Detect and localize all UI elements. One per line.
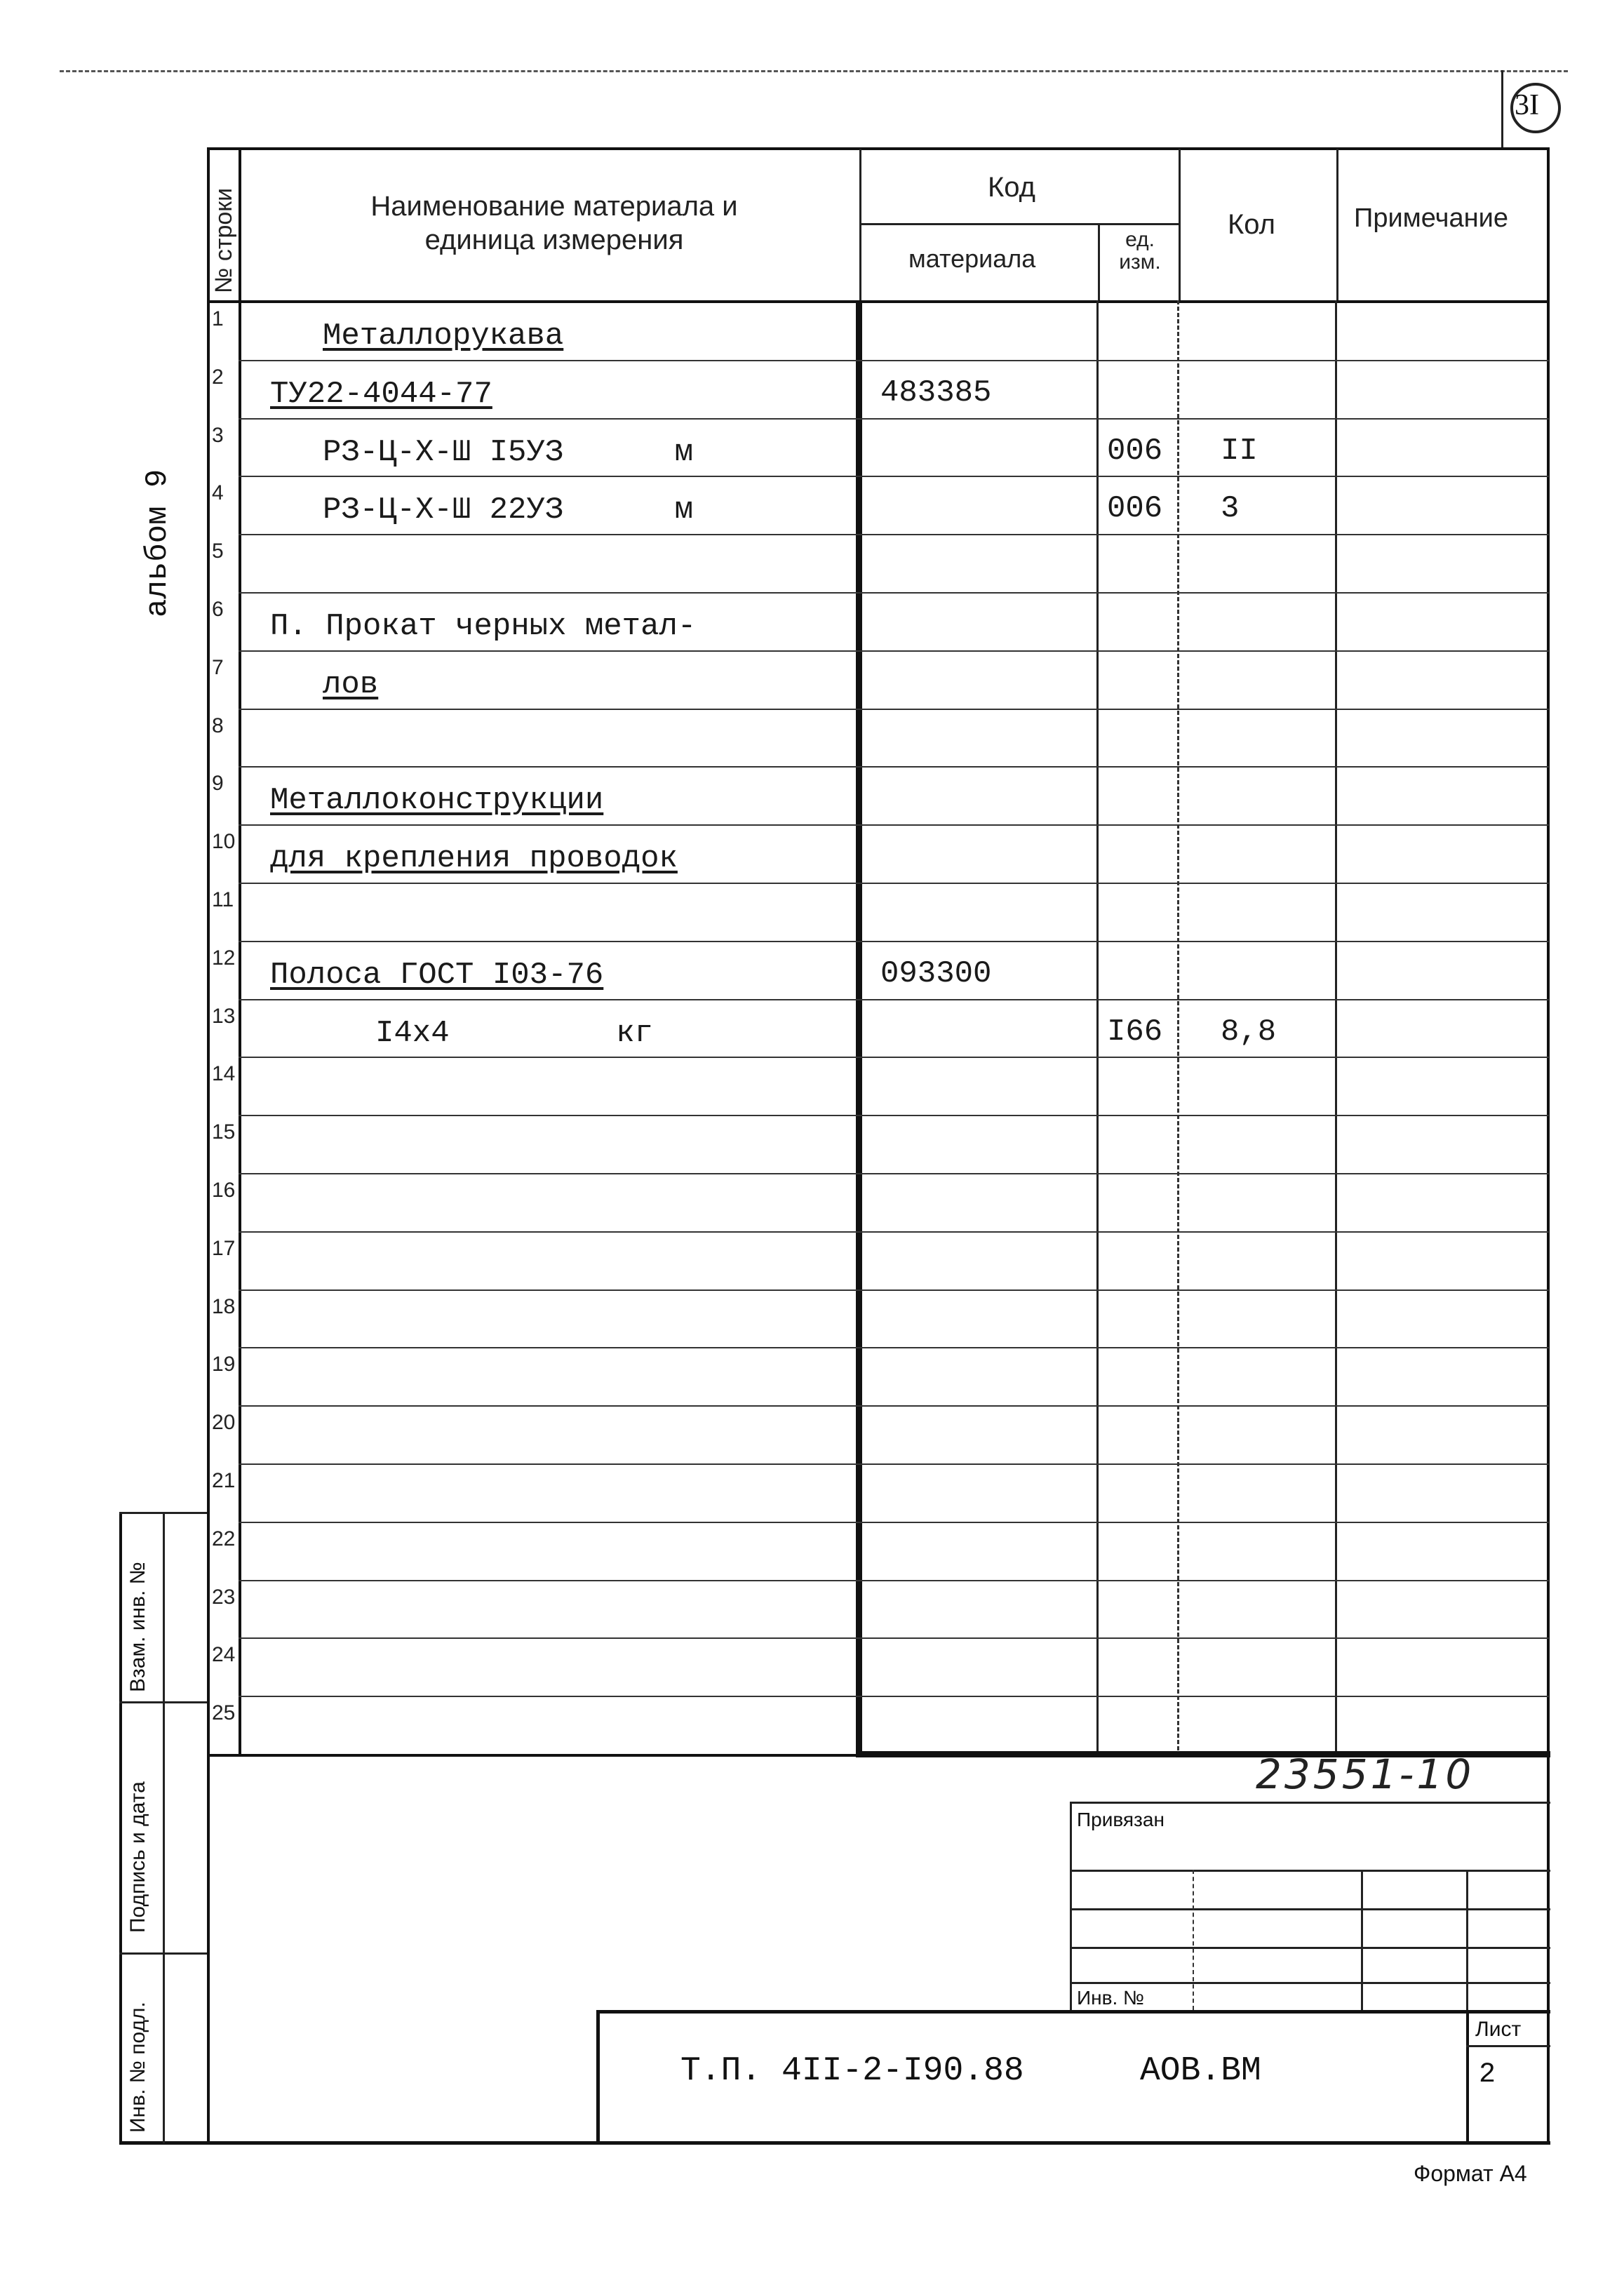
tb-line-3 [1070, 1947, 1550, 1949]
handwritten-number: 23551-10 [1256, 1750, 1475, 1798]
row-number: 4 [212, 481, 224, 505]
row-quantity: 8,8 [1221, 1014, 1277, 1050]
table-row [0, 476, 1543, 534]
row-number: 17 [212, 1236, 236, 1260]
header-material: материала [908, 244, 1036, 273]
table-row [0, 418, 1543, 476]
row-name: РЗ-Ц-Х-Ш I5УЗ м [323, 434, 694, 470]
privyazan-label: Привязан [1077, 1809, 1165, 1830]
body-bottom-left [207, 1754, 859, 1757]
format-label: Формат А4 [1414, 2161, 1527, 2186]
designation-left [596, 2010, 600, 2143]
header-name: Наименование материала и единица измерения [370, 191, 738, 255]
row-unit-code: 006 [1107, 491, 1163, 527]
table-row [0, 534, 1543, 592]
header-code: Код [988, 172, 1036, 203]
table-row [0, 1580, 1543, 1638]
table-row [0, 1463, 1543, 1522]
row-number: 10 [212, 830, 236, 854]
row-number: 21 [212, 1469, 236, 1492]
table-row [0, 1522, 1543, 1580]
top-edge-line [60, 70, 1568, 72]
table-row [0, 941, 1543, 999]
table-row [0, 766, 1543, 824]
row-quantity: II [1221, 433, 1258, 469]
row-number: 18 [212, 1294, 236, 1318]
stamp-podpis: Подпись и дата [126, 1781, 149, 1933]
row-name: Металлорукава [323, 319, 564, 354]
row-unit-code: 006 [1107, 433, 1163, 469]
header-note: Примечание [1354, 203, 1508, 233]
table-row [0, 1289, 1543, 1348]
frame-bottom [119, 2141, 1550, 2145]
row-number: 7 [212, 655, 224, 679]
row-name: для крепления проводок [270, 841, 678, 877]
header-divider-note [1336, 149, 1338, 303]
row-number: 6 [212, 598, 224, 621]
row-number: 19 [212, 1353, 236, 1376]
row-name: Металлоконструкции [270, 783, 604, 819]
row-name: Полоса ГОСТ I03-76 [270, 957, 604, 993]
frame-right [1547, 149, 1550, 2143]
row-number: 20 [212, 1411, 236, 1435]
row-number: 3 [212, 423, 224, 447]
stamp-inner [163, 1512, 165, 2143]
tb-left [1070, 1802, 1072, 2012]
row-material-code: 093300 [880, 956, 992, 991]
header-divider-unit [1098, 223, 1100, 303]
table-row [0, 824, 1543, 883]
row-name: П. Прокат черных метал- [270, 609, 697, 644]
header-unit-code: ед. изм. [1119, 228, 1161, 274]
stamp-vzam: Взам. инв. № [126, 1562, 149, 1692]
row-number: 14 [212, 1062, 236, 1086]
row-number: 22 [212, 1527, 236, 1550]
row-number: 12 [212, 946, 236, 970]
table-row [0, 650, 1543, 709]
sheet-label: Лист [1475, 2018, 1522, 2041]
row-name: лов [323, 666, 379, 702]
sheet-divider [1466, 2010, 1469, 2143]
table-row [0, 1231, 1543, 1289]
row-number: 16 [212, 1179, 236, 1202]
row-unit-code: I66 [1107, 1014, 1163, 1050]
stamp-inv-podl: Инв. № подл. [126, 2002, 149, 2133]
table-row [0, 1057, 1543, 1115]
row-number: 9 [212, 772, 224, 796]
row-material-code: 483385 [880, 375, 992, 410]
tb-line-1 [1070, 1870, 1550, 1872]
row-number: 23 [212, 1585, 236, 1609]
table-row [0, 1115, 1543, 1173]
row-number: 1 [212, 307, 224, 330]
table-row [0, 1405, 1543, 1463]
table-row [0, 1637, 1543, 1696]
album-label: альбом 9 [140, 469, 175, 617]
tb-top [1070, 1802, 1550, 1804]
table-row [0, 360, 1543, 418]
row-number: 25 [212, 1701, 236, 1725]
tb-line-4 [1070, 1982, 1550, 1984]
stamp-outer-left [119, 1512, 122, 2143]
row-number: 24 [212, 1643, 236, 1667]
table-row [0, 1696, 1543, 1754]
doc-code: АОВ.ВМ [1140, 2052, 1261, 2090]
row-number: 2 [212, 365, 224, 389]
row-number: 11 [212, 888, 234, 911]
sheet-split [1466, 2045, 1550, 2047]
tb-col-2 [1361, 1870, 1363, 2010]
header-code-split [859, 223, 1179, 225]
table-row [0, 999, 1543, 1057]
designation: Т.П. 4II-2-I90.88 [680, 2052, 1024, 2090]
header-divider-qty [1179, 149, 1181, 303]
inv-no-label: Инв. № [1077, 1987, 1145, 2009]
row-quantity: 3 [1221, 491, 1240, 527]
stamp-top [119, 1512, 207, 1514]
header-qty: Кол [1228, 209, 1276, 240]
row-number: 5 [212, 540, 224, 563]
row-name: РЗ-Ц-Х-Ш 22УЗ м [323, 493, 694, 528]
table-row [0, 1347, 1543, 1405]
table-row [0, 883, 1543, 941]
frame-top [207, 147, 1550, 150]
row-number: 13 [212, 1004, 236, 1028]
stamp-split-2 [119, 1952, 207, 1955]
row-name: ТУ22-4044-77 [270, 376, 492, 412]
header-divider-name [859, 149, 861, 303]
row-number: 8 [212, 713, 224, 737]
tb-col-1 [1193, 1870, 1194, 2010]
header-row-number: № строки [210, 187, 237, 293]
row-name: I4x4 кг [375, 1015, 654, 1051]
table-row [0, 592, 1543, 650]
page-number-box [1501, 70, 1566, 147]
tb-col-3 [1466, 1870, 1468, 2010]
page-number: 3I [1515, 89, 1539, 121]
table-row [0, 302, 1543, 360]
table-row [0, 709, 1543, 767]
table-row [0, 1173, 1543, 1231]
row-number: 15 [212, 1120, 236, 1144]
sheet-number: 2 [1479, 2059, 1496, 2091]
tb-line-2 [1070, 1908, 1550, 1910]
stamp-split-1 [119, 1701, 207, 1703]
designation-top [596, 2010, 1550, 2014]
